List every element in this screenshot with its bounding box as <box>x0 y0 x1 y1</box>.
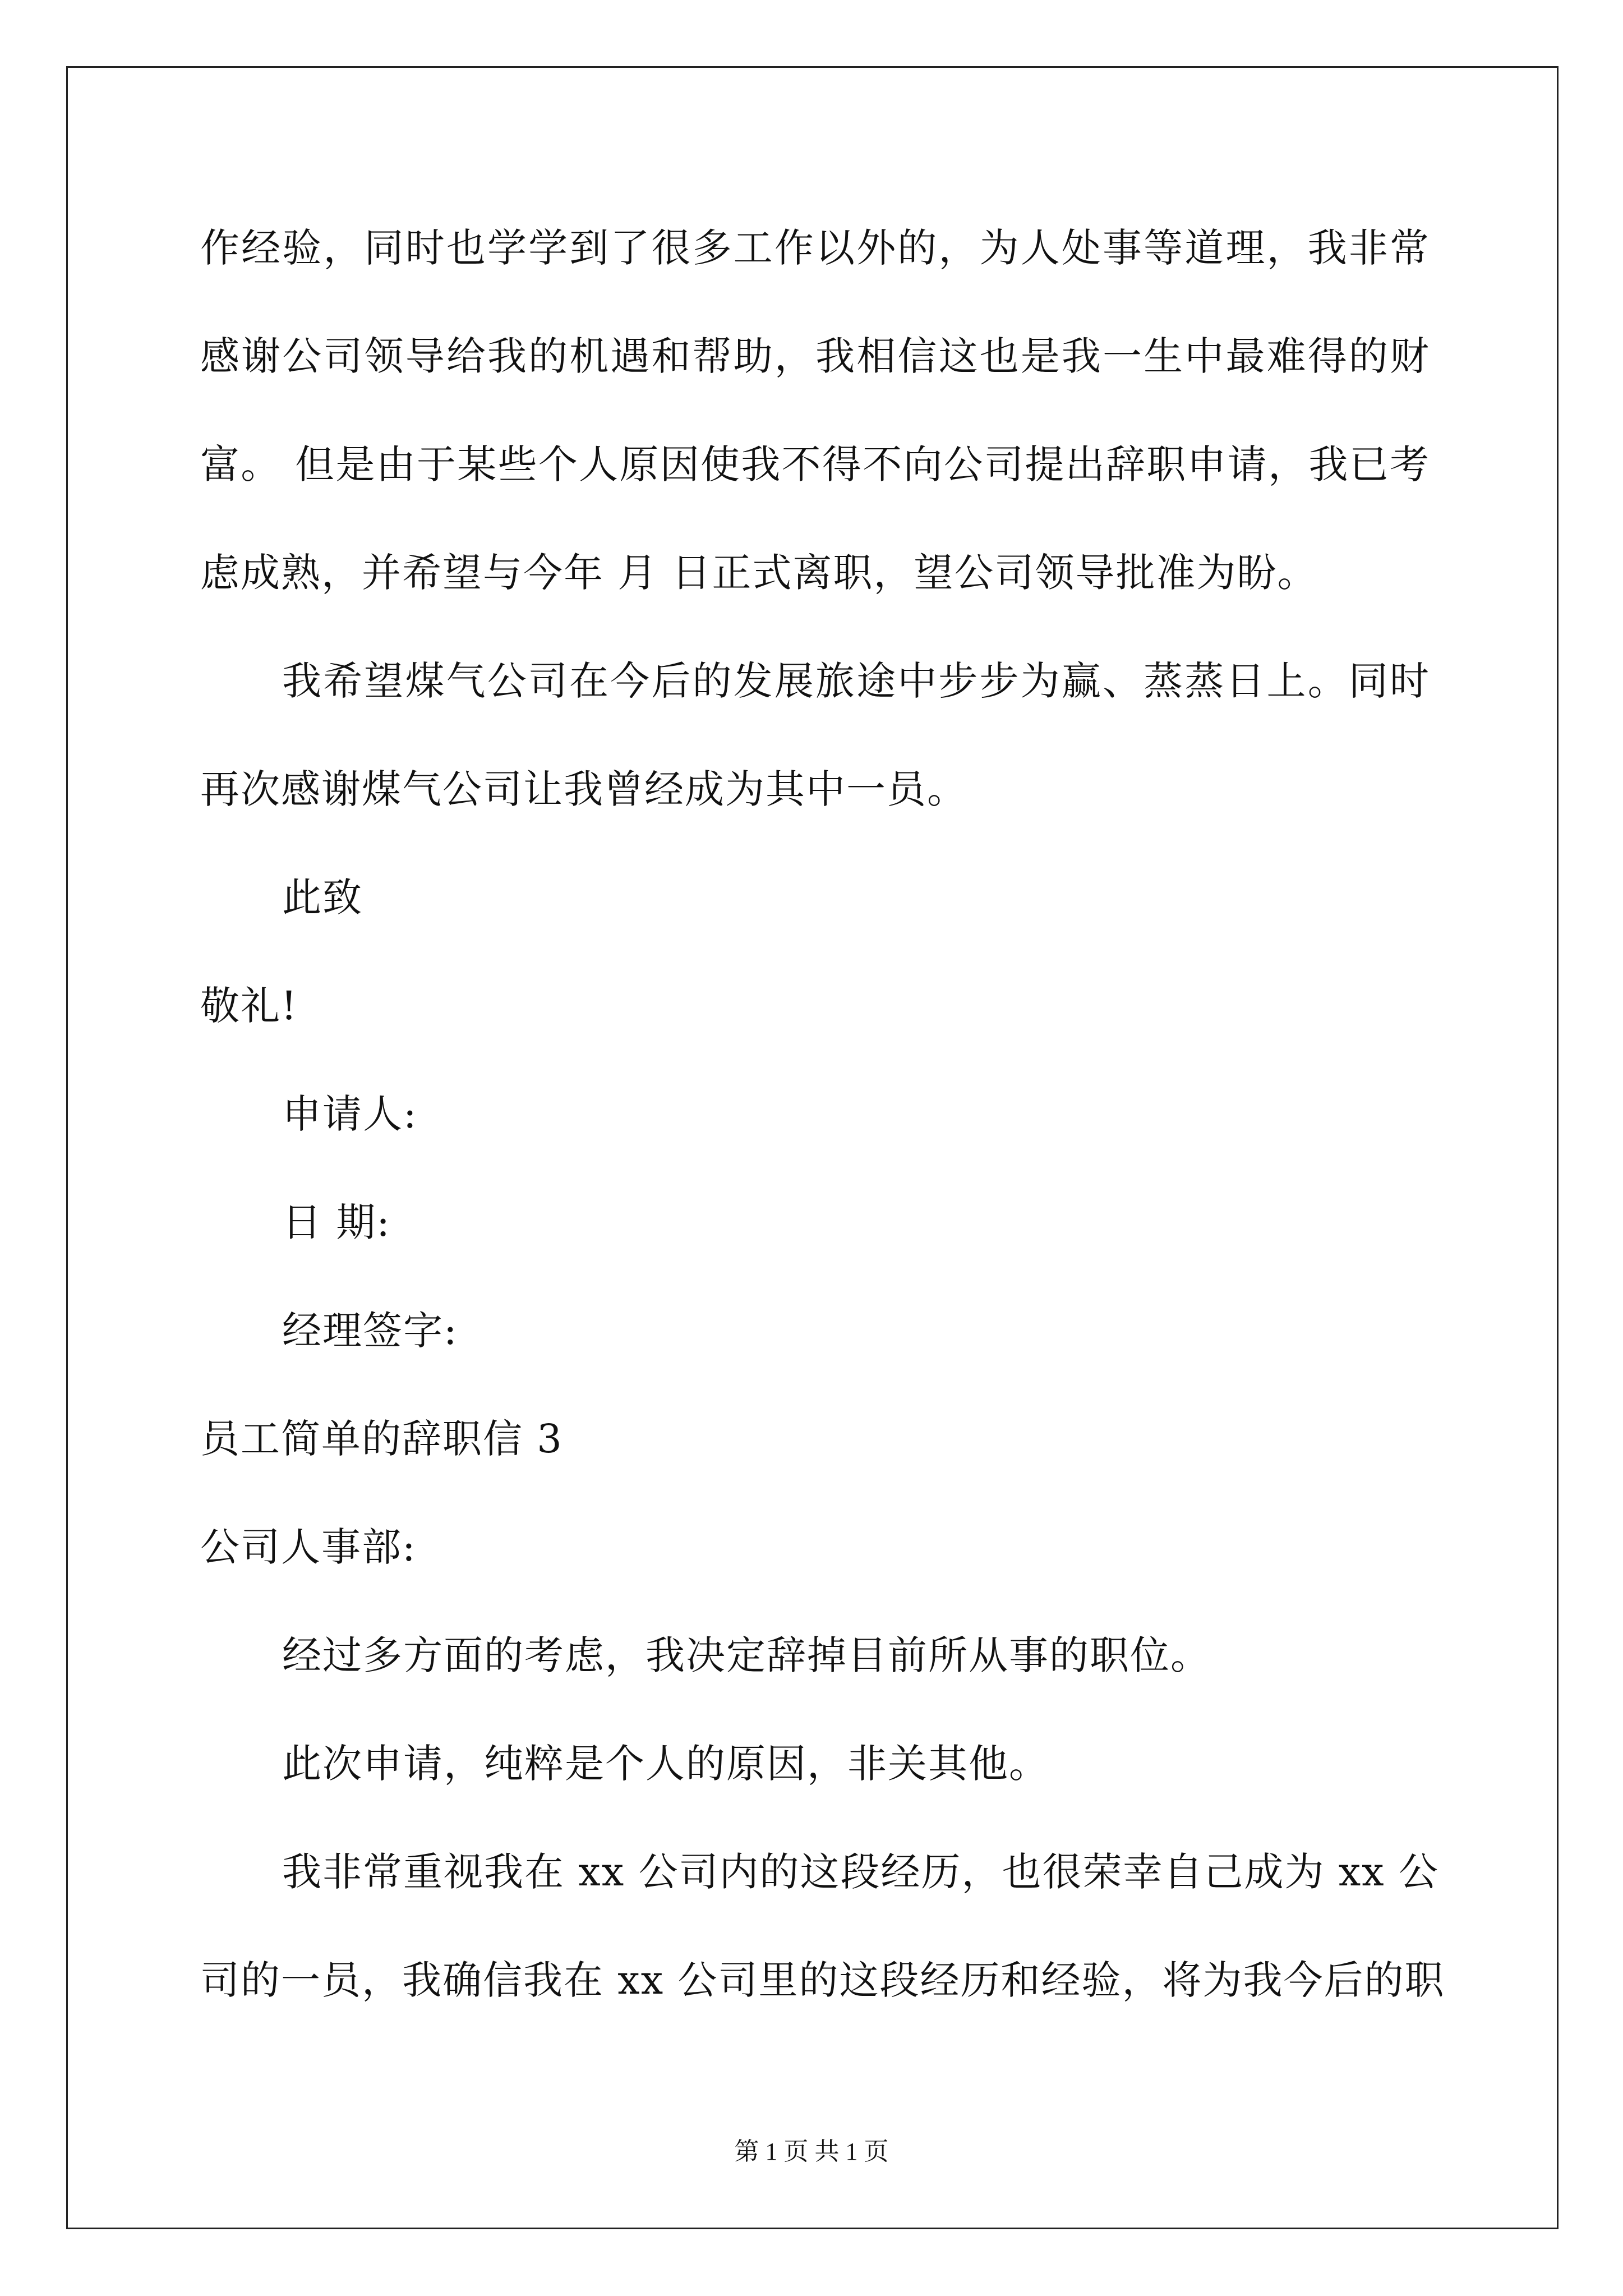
closing-regards: 敬礼! <box>200 983 298 1029</box>
addressee: 公司人事部: <box>200 1524 417 1570</box>
closing-salutation: 此致 <box>282 875 363 921</box>
body-line-5: 我希望煤气公司在今后的发展旅途中步步为赢、蒸蒸日上。同时 <box>282 658 1430 704</box>
page-footer: 第 1 页 共 1 页 <box>734 2138 889 2165</box>
body-line-3: 富。 但是由于某些个人原因使我不得不向公司提出辞职申请，我已考 <box>200 441 1430 487</box>
body-line-7: 经过多方面的考虑，我决定辞掉目前所从事的职位。 <box>282 1632 1211 1678</box>
body-line-9: 我非常重视我在 xx 公司内的这段经历，也很荣幸自己成为 xx 公 <box>282 1849 1439 1895</box>
body-line-1: 作经验，同时也学学到了很多工作以外的，为人处事等道理，我非常 <box>200 225 1430 271</box>
date-label: 日 期: <box>282 1199 391 1245</box>
body-line-10: 司的一员，我确信我在 xx 公司里的这段经历和经验，将为我今后的职 <box>200 1957 1445 2003</box>
body-line-4: 虑成熟，并希望与今年 月 日正式离职，望公司领导批准为盼。 <box>200 550 1318 596</box>
manager-signature-label: 经理签字: <box>282 1308 458 1354</box>
body-line-8: 此次申请，纯粹是个人的原因，非关其他。 <box>282 1741 1049 1787</box>
section-title: 员工简单的辞职信 3 <box>200 1416 563 1462</box>
body-line-2: 感谢公司领导给我的机遇和帮助，我相信这也是我一生中最难得的财 <box>200 333 1430 379</box>
page-border <box>66 66 1559 2229</box>
body-line-6: 再次感谢煤气公司让我曾经成为其中一员。 <box>200 766 967 812</box>
applicant-label: 申请人: <box>282 1091 418 1137</box>
